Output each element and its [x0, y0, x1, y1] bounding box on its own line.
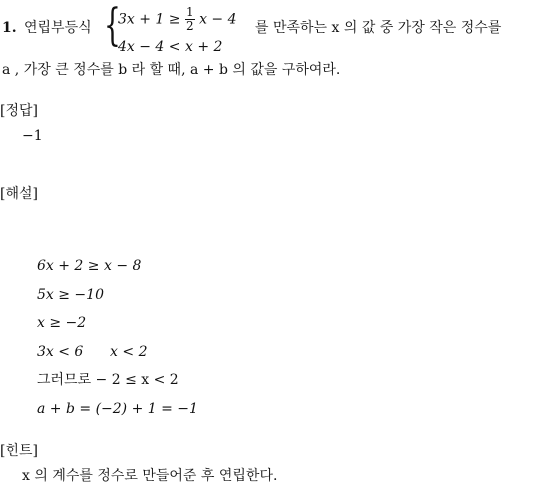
answer-value: −1 — [22, 128, 43, 144]
answer-label: [정답] — [0, 103, 38, 119]
problem-line1-rest: 를 만족하는 x 의 값 중 가장 작은 정수를 — [255, 20, 502, 36]
inequality-2: 4x − 4 < x + 2 — [118, 39, 223, 55]
solution-step: 6x + 2 ≥ x − 8 — [37, 258, 142, 274]
inequality-1-left: 3x + 1 ≥ — [118, 11, 181, 28]
solution-step: 3x < 6 x < 2 — [37, 344, 148, 360]
hint-label: [힌트] — [0, 443, 38, 459]
problem-number: 1. — [2, 20, 17, 36]
fraction-numerator: 1 — [185, 5, 194, 19]
fraction-denominator: 2 — [185, 19, 194, 34]
inequality-1 — [118, 6, 237, 33]
solution-step: 5x ≥ −10 — [37, 287, 104, 303]
hint-text: x 의 계수를 정수로 만들어준 후 연립한다. — [22, 468, 278, 484]
solution-step: a + b = (−2) + 1 = −1 — [37, 401, 198, 417]
solution-step: x ≥ −2 — [37, 315, 87, 331]
system-brace: { — [104, 0, 121, 51]
solution-step: 그러므로 − 2 ≤ x < 2 — [37, 372, 179, 388]
solution-label: [해설] — [0, 186, 38, 202]
fraction — [185, 6, 195, 33]
problem-intro: 연립부등식 — [24, 20, 92, 36]
inequality-1-right: x − 4 — [199, 11, 237, 28]
problem-line2: a , 가장 큰 정수를 b 라 할 때, a + b 의 값을 구하여라. — [2, 62, 341, 78]
